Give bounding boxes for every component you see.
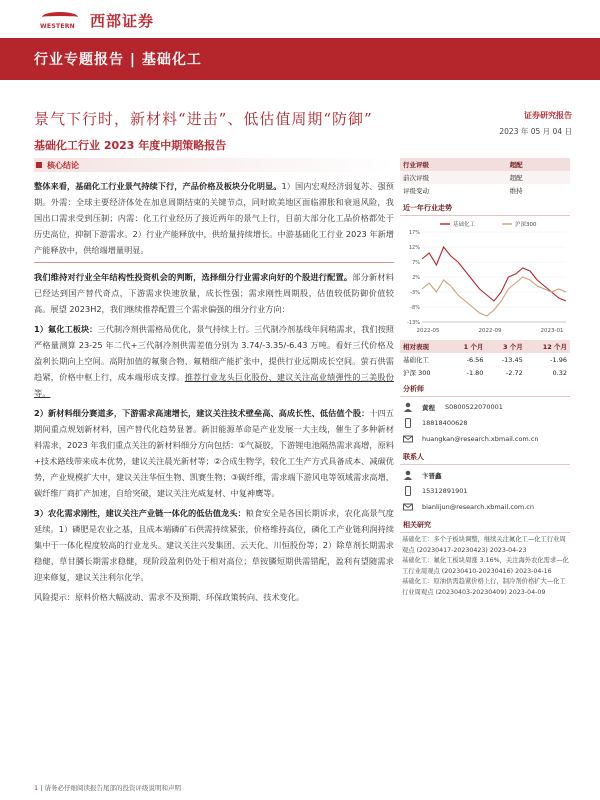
analyst-1-phone: 18818400628 (400, 415, 570, 431)
risk-note: 风险提示：原料价格大幅波动、需求不及预期、环保政策转向、技术变化。 (34, 592, 305, 602)
trend-chart (400, 218, 570, 338)
perf-table: 相对表现 1 个月 3 个月 12 个月 基础化工 -6.56 -13.45 -1.96 沪深 300 -1.80 -2.72 0.32 (400, 340, 570, 379)
report-date: 2023 年 05 月 04 日 (499, 127, 572, 136)
y-tick-label: 12% (408, 245, 420, 251)
report-subtitle: 基础化工行业 2023 年度中期策略报告 (34, 139, 227, 152)
email-icon (402, 501, 414, 513)
related-item[interactable]: 基础化工：多个子板块调整，继续关注氟化工—化工行业周观点 (20230417-20230423) 2023-04-23 (402, 536, 566, 554)
analyst-1-email[interactable]: huangkan@research.xbmail.com.cn (400, 431, 570, 447)
y-tick-label: -8% (410, 305, 420, 311)
report-category: 行业专题报告 | 基础化工 (34, 52, 202, 68)
analyst-heading: 分析师 (400, 382, 570, 397)
rating-table: 行业评级 超配 前次评级 超配 评级变动 维持 (400, 158, 570, 197)
para-fluorine: 1）氟化工板块：三代制冷剂供需格局优化，景气持续上行。三代制冷剂基线年间稍需求，我们按照严格量测算 23-25 年二代+三代制冷剂供需差值分别为 3.74/-3.35/-6.43 万吨。看好三代价格及盈利长期向上空间。高附加值的氟聚合物、氟精细产能扩张中，提供行业远期成长空间。萤石供需趋紧，价格中枢上行，成本端形成支撑。推荐行业龙头巨化股份、建议关注高业绩弹性的三美股份等。 (34, 324, 394, 398)
contact-heading: 联系人 (400, 450, 570, 465)
series-line-chem (422, 247, 566, 301)
logo-en: WESTERN (40, 22, 75, 30)
trend-chart-svg (400, 218, 570, 338)
disclaimer: 请务必仔细阅读报告尾部的投资评级说明和声明 (44, 784, 181, 792)
core-heading: 核心结论 (34, 158, 394, 172)
logo-cn: 西部证券 (90, 12, 155, 30)
y-tick-label: -13% (407, 320, 420, 326)
y-tick-label: 2% (412, 275, 420, 281)
legend-label: 沪深300 (515, 222, 537, 228)
phone-icon (402, 417, 414, 429)
logo (40, 10, 154, 31)
x-tick-label: 2022-09 (478, 328, 502, 334)
y-tick-label: 17% (408, 230, 420, 236)
report-type: 证券研究报告 (524, 111, 572, 120)
phone-icon (402, 485, 414, 497)
para-agrochem: 3）农化需求刚性，建议关注产业链一体化的低估值龙头：粮食安全是各国长期诉求，农化高景气度延续。1）磷肥是农业之基，且成本端磷矿石供需持续紧张，价格维持高位，磷化工产业链利润持续集中于一体化程度较高的行业龙头。建议关注兴发集团、云天化、川恒股份等；2）除草剂长期需求稳健，草甘膦长期需求稳健，现阶段盈利仍处于相对高位；草铵膦短期供需错配，盈利有望随需求迎来修复，建议关注利尔化学。 (34, 508, 394, 582)
para-new-materials: 2）新材料细分赛道多，下游需求高速增长，建议关注技术壁垒高、高成长性、低估值个股：十四五期间重点规划新材料，国产替代化趋势显著。新旧能源革命是产业发展一大主线，催生了多种新材料需求，2023 年我们重点关注的新材料细分方向包括：①气凝胶，下游锂电池隔热需求高增，原料+技术路线带来成本优势，建议关注晨光新材等；②合成生物学，较化工生产方式具备成本、减碳优势，产业规模扩大中，建议关注华恒生物、凯赛生物；③碳纤维，需求端下游风电等领域需求高增，碳纤维厂商扩产加速，自给突破，建议关注光威复材、中复神鹰等。 (34, 408, 394, 498)
analyst-2-email[interactable]: bianlijun@research.xbmail.com.cn (400, 499, 570, 515)
core-conclusion (34, 158, 394, 605)
footer: 1 | 请务必仔细阅读报告尾部的投资评级说明和声明 (34, 784, 181, 792)
para-strategy: 我们维持对行业全年结构性投资机会的判断，选择细分行业需求向好的个股进行配置。部分新材料已经达到国产替代奇点，下游需求快速放量，成长性强；需求刚性周期股，估值较低防御价值较高。展望 2023H2，我们继续推荐配置三个需求偏强的细分行业方向： (34, 272, 394, 314)
person-icon (402, 401, 414, 413)
analyst-2: 卞晋鑫 (400, 467, 570, 483)
x-tick-label: 2022-05 (416, 328, 440, 334)
legend-label: 基础化工 (453, 222, 476, 228)
x-tick-label: 2023-01 (540, 328, 564, 334)
analyst-1: 黄程 S0800522070001 (400, 399, 570, 415)
trend-heading: 近一年行业走势 (400, 201, 570, 216)
report-title: 景气下行时，新材料“进击”、低估值周期“防御” (34, 110, 373, 128)
related-item[interactable]: 基础化工：原油供需趋紧价格上行，制冷剂价格扩大—化工行业周观点 (20230403-20230409) 2023-04-09 (402, 578, 566, 596)
series-line-hs300 (422, 277, 566, 316)
sidebar (400, 158, 570, 598)
related-heading: 相关研究 (400, 518, 570, 533)
logo-mark (40, 11, 82, 31)
y-tick-label: 7% (412, 260, 420, 266)
y-tick-label: -3% (410, 290, 420, 296)
person-icon (402, 469, 414, 481)
category-bar (0, 38, 600, 80)
email-icon (402, 433, 414, 445)
related-item[interactable]: 基础化工：氟化工板块周涨 3.16%，关注海外农化需求—化工行业周观点 (20230410-20230416) 2023-04-16 (402, 557, 569, 575)
page-number: 1 (34, 784, 39, 792)
para-overview: 整体来看，基础化工行业景气持续下行，产品价格及板块分化明显。1）国内宏观经济弱复苏、强预期。外需：全球主要经济体处在加息周期结束的关键节点，同时欧美地区面临滞胀和衰退风险，我国出口需求受到压制；内需：化工行业经历了接近两年的景气上行，目前大部分化工品价格都处于历史高位，抑制下游需求。2）行业产能释放中，供给量持续增长。中游基础化工行业 2023 年新增产能释放中，供给端增量明显。 (34, 181, 394, 255)
analyst-2-phone: 15312891901 (400, 483, 570, 499)
